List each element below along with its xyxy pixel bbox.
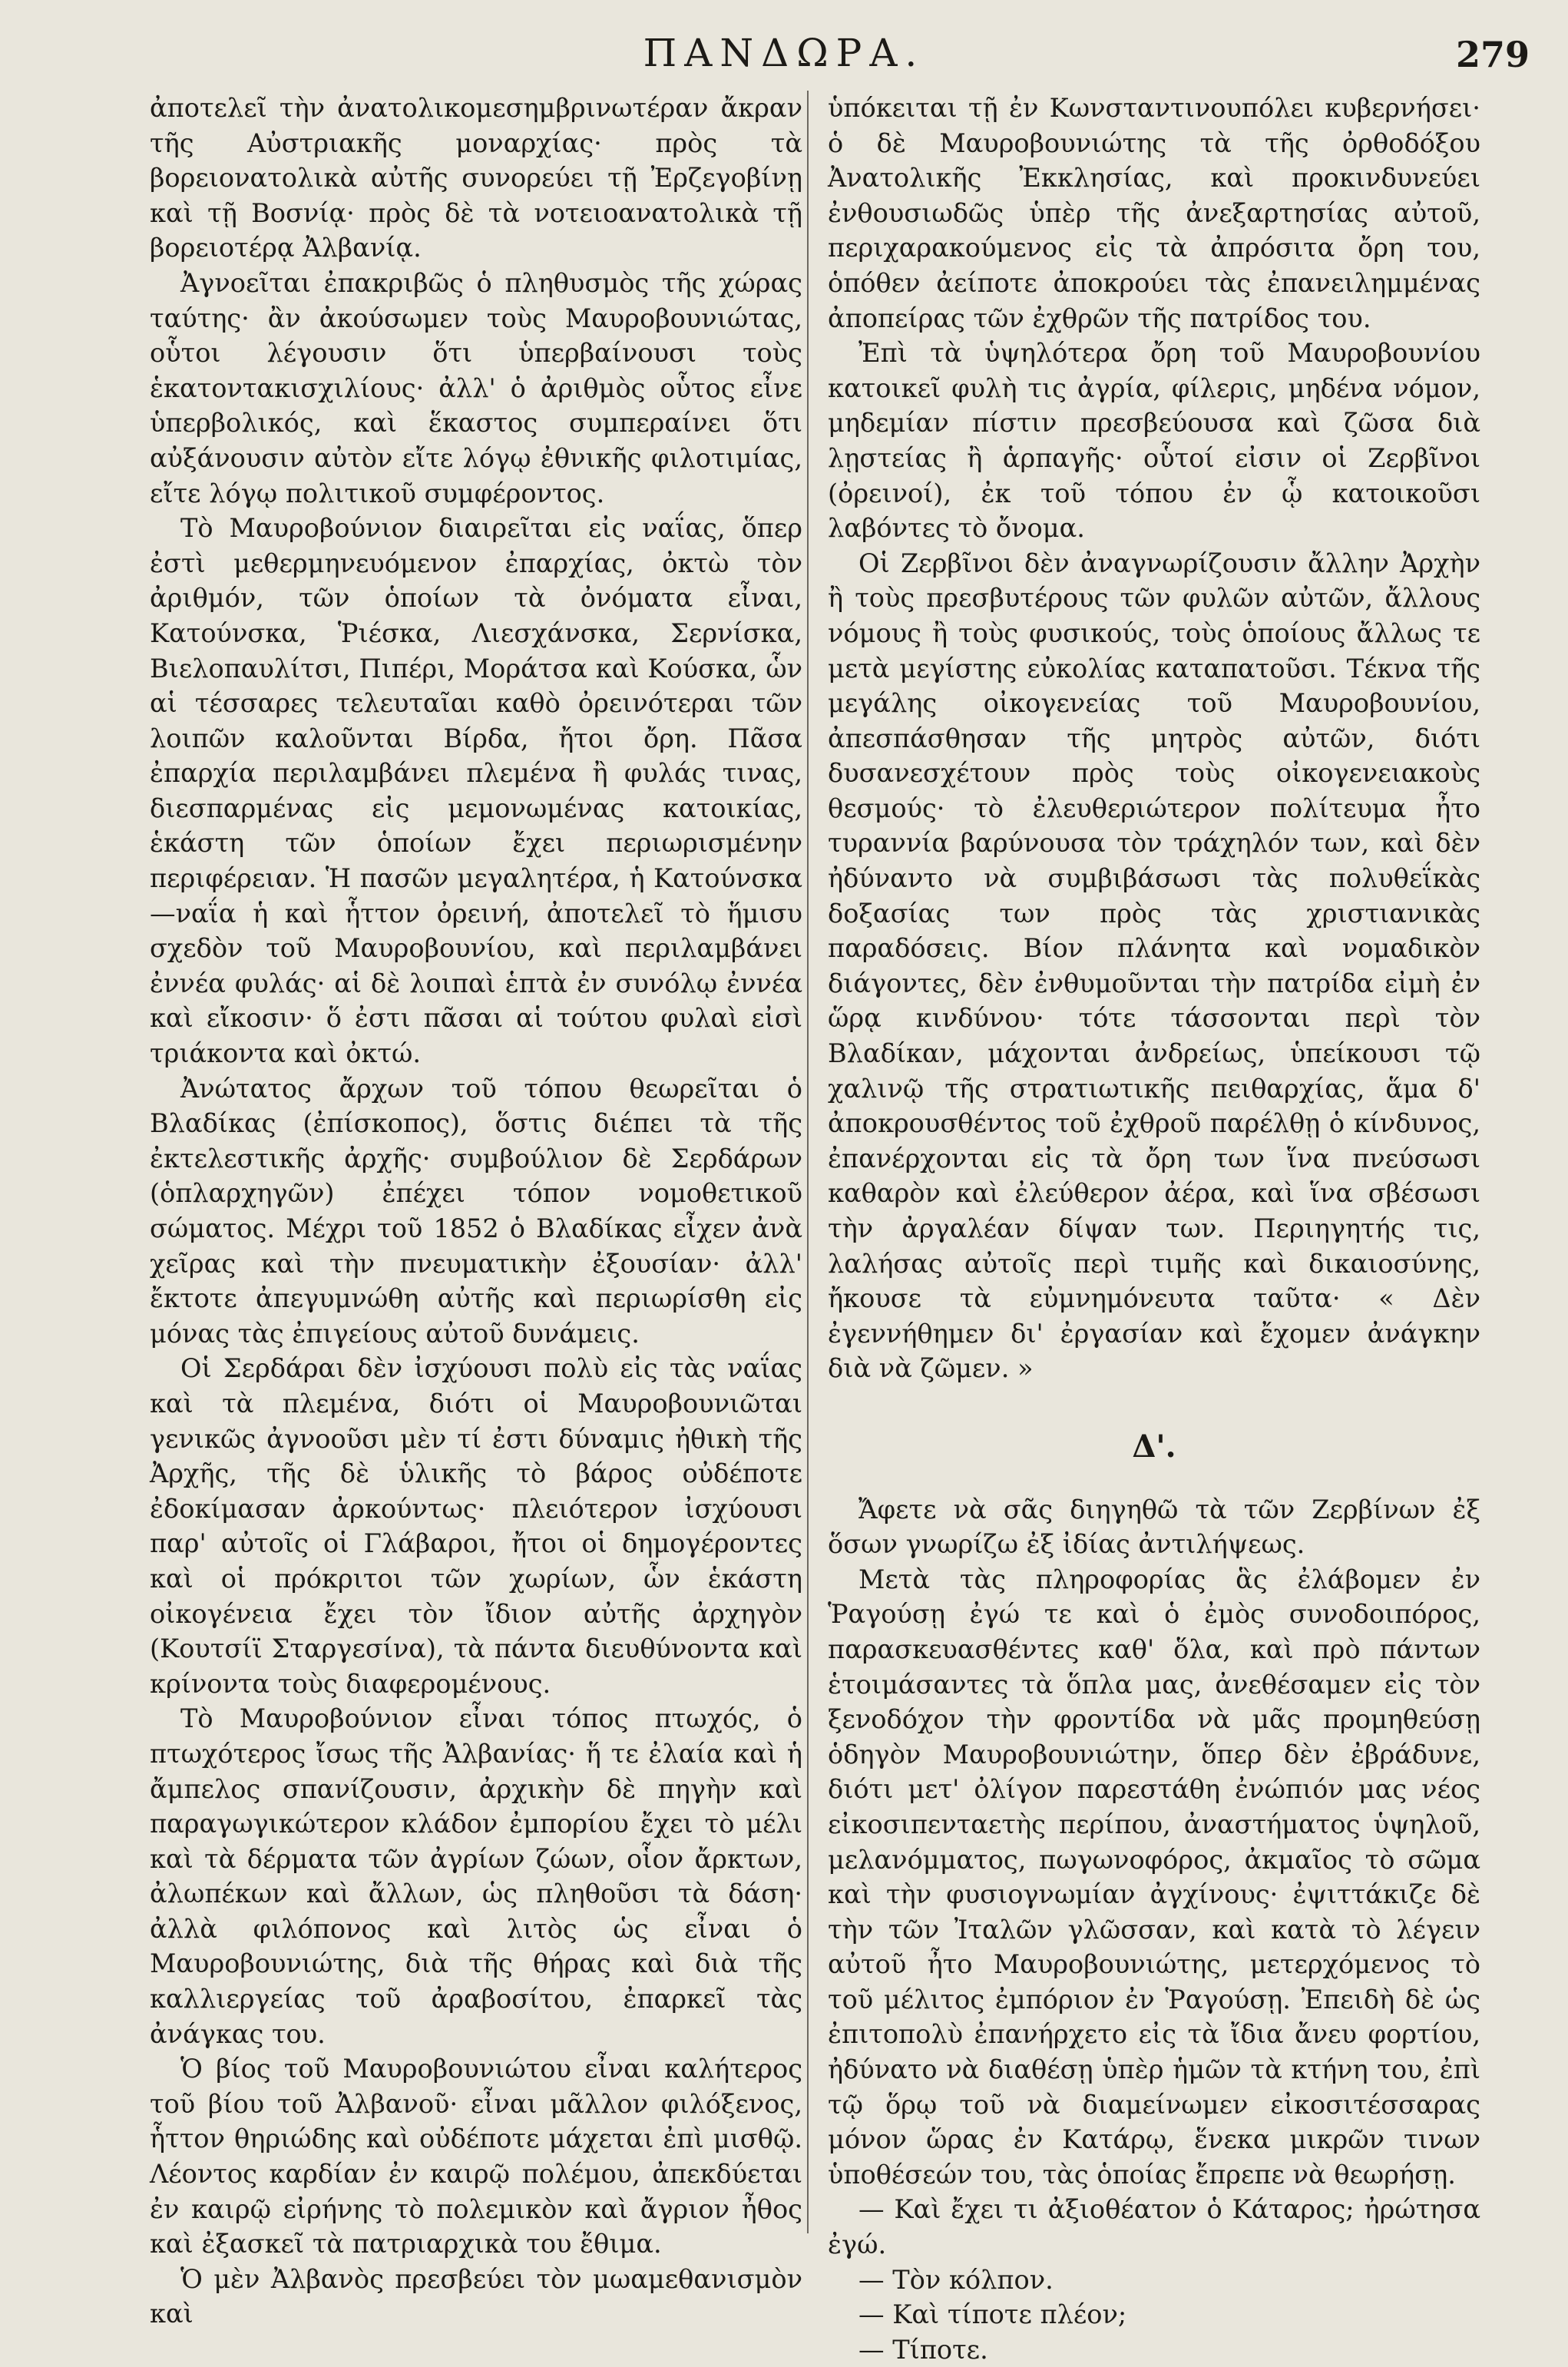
paragraph: ὑπόκειται τῇ ἐν Κωνσταντινουπόλει κυβερνήσει· ὁ δὲ Μαυροβουνιώτης τὰ τῆς ὀρθοδόξου Ἀνατολικῆς Ἐκκλησίας, καὶ προκινδυνεύει ἐνθουσιωδῶς ὑπὲρ τῆς ἀνεξαρτησίας αὐτοῦ, περιχαρακούμενος εἰς τὰ ἀπρόσιτα ὄρη του, ὁπόθεν ἀείποτε ἀποκρούει τὰς ἐπανειλημμένας ἀποπείρας τῶν ἐχθρῶν τῆς πατρίδος του. <box>828 93 1480 333</box>
journal-title: ΠΑΝΔΩΡΑ. <box>643 31 925 75</box>
dialogue-line: — Καὶ τίποτε πλέον; <box>858 2299 1127 2330</box>
page-header <box>0 31 1568 92</box>
dialogue-line: — Καὶ ἔχει τι ἀξιοθέατον ὁ Κάταρος; ἠρώτησα ἐγώ. <box>828 2194 1480 2260</box>
paragraph: Ὁ βίος τοῦ Μαυροβουνιώτου εἶναι καλήτερος τοῦ βίου τοῦ Ἀλβανοῦ· εἶναι μᾶλλον φιλόξενος, ἧττον θηριώδης καὶ οὐδέποτε μάχεται ἐπὶ μισθῷ. Λέοντος καρδίαν ἐν καιρῷ πολέμου, ἀπεκδύεται ἐν καιρῷ εἰρήνης τὸ πολεμικὸν καὶ ἄγριον ἦθος καὶ ἐξασκεῖ τὰ πατριαρχικὰ του ἔθιμα. <box>150 2054 802 2259</box>
dialogue-line: — Τὸν κόλπον. <box>858 2264 1054 2295</box>
paragraph: ἀποτελεῖ τὴν ἀνατολικομεσημβρινωτέραν ἄκραν τῆς Αὐστριακῆς μοναρχίας· πρὸς τὰ βορειονατολικὰ αὐτῆς συνορεύει τῇ Ἐρζεγοβίνῃ καὶ τῇ Βοσνίᾳ· πρὸς δὲ τὰ νοτειοανατολικὰ τῇ βορειοτέρᾳ Ἀλβανίᾳ. <box>150 93 802 263</box>
paragraph: Οἱ Σερδάραι δὲν ἰσχύουσι πολὺ εἰς τὰς ναΐας καὶ τὰ πλεμένα, διότι οἱ Μαυροβουνιῶται γενικῶς ἀγνοοῦσι μὲν τί ἐστι δύναμις ἠθικὴ τῆς Ἀρχῆς, τῆς δὲ ὑλικῆς τὸ βάρος οὐδέποτε ἐδοκίμασαν ἀρκούντως· πλειότερον ἰσχύουσι παρ' αὐτοῖς οἱ Γλάβαροι, ἤτοι οἱ δημογέροντες καὶ οἱ πρόκριτοι τῶν χωρίων, ὧν ἑκάστη οἰκογένεια ἔχει τὸν ἴδιον αὐτῆς ἀρχηγὸν (Κουτσίϊ Σταργεσίνα), τὰ πάντα διευθύνοντα καὶ κρίνοντα τοὺς διαφερομένους. <box>150 1353 802 1699</box>
paragraph: Τὸ Μαυροβούνιον διαιρεῖται εἰς ναΐας, ὅπερ ἐστὶ μεθερμηνευόμενον ἐπαρχίας, ὀκτὼ τὸν ἀριθμόν, τῶν ὁποίων τὰ ὀνόματα εἶναι, Κατούνσκα, Ῥιέσκα, Λιεσχάνσκα, Σερνίσκα, Βιελοπαυλίτσι, Πιπέρι, Μοράτσα καὶ Κούσκα, ὧν αἱ τέσσαρες τελευταῖαι καθὸ ὀρεινότεραι τῶν λοιπῶν καλοῦνται Βίρδα, ἤτοι ὄρη. Πᾶσα ἐπαρχία περιλαμβάνει πλεμένα ἢ φυλάς τινας, διεσπαρμένας εἰς μεμονωμένας κατοικίας, ἑκάστη τῶν ὁποίων ἔχει περιωρισμένην περιφέρειαν. Ἡ πασῶν μεγαλητέρα, ἡ Κατούνσκα—ναΐα ἡ καὶ ἧττον ὀρεινή, ἀποτελεῖ τὸ ἥμισυ σχεδὸν τοῦ Μαυροβουνίου, καὶ περιλαμβάνει ἐννέα φυλάς· αἱ δὲ λοιπαὶ ἑπτὰ ἐν συνόλῳ ἐννέα καὶ εἴκοσιν· ὅ ἐστι πᾶσαι αἱ τούτου φυλαὶ εἰσὶ τριάκοντα καὶ ὀκτώ. <box>150 513 802 1069</box>
paragraph: Ἀγνοεῖται ἐπακριβῶς ὁ πληθυσμὸς τῆς χώρας ταύτης· ἂν ἀκούσωμεν τοὺς Μαυροβουνιώτας, οὗτοι λέγουσιν ὅτι ὑπερβαίνουσι τοὺς ἑκατοντακισχιλίους· ἀλλ' ὁ ἀριθμὸς οὗτος εἶνε ὑπερβολικός, καὶ ἕκαστος συμπεραίνει ὅτι αὐξάνουσιν αὐτὸν εἴτε λόγῳ ἐθνικῆς φιλοτιμίας, εἴτε λόγῳ πολιτικοῦ συμφέροντος. <box>150 267 802 508</box>
paragraph: Οἱ Ζερβῖνοι δὲν ἀναγνωρίζουσιν ἄλλην Ἀρχὴν ἢ τοὺς πρεσβυτέρους τῶν φυλῶν αὐτῶν, ἄλλους νόμους ἢ τοὺς φυσικούς, τοὺς ὁποίους ἄλλως τε μετὰ μεγίστης εὐκολίας καταπατοῦσι. Τέκνα τῆς μεγάλης οἰκογενείας τοῦ Μαυροβουνίου, ἀπεσπάσθησαν τῆς μητρὸς αὐτῶν, διότι δυσανεσχέτουν πρὸς τοὺς οἰκογενειακοὺς θεσμούς· τὸ ἐλευθεριώτερον πολίτευμα ἦτο τυραννία βαρύνουσα τὸν τράχηλόν των, καὶ δὲν ἠδύναντο νὰ συμβιβάσωσι τὰς πολυθεΐκὰς δοξασίας των πρὸς τὰς χριστιανικὰς παραδόσεις. Βίον πλάνητα καὶ νομαδικὸν διάγοντες, δὲν ἐνθυμοῦνται τὴν πατρίδα εἰμὴ ἐν ὥρᾳ κινδύνου· τότε τάσσονται περὶ τὸν Βλαδίκαν, μάχονται ἀνδρείως, ὑπείκουσι τῷ χαλινῷ τῆς στρατιωτικῆς πειθαρχίας, ἅμα δ' ἀποκρουσθέντος τοῦ ἐχθροῦ παρέλθῃ ὁ κίνδυνος, ἐπανέρχονται εἰς τὰ ὄρη των ἵνα πνεύσωσι καθαρὸν καὶ ἐλεύθερον ἀέρα, καὶ ἵνα σβέσωσι τὴν ἀργαλέαν δίψαν των. Περιηγητής τις, λαλήσας αὐτοῖς περὶ τιμῆς καὶ δικαιοσύνης, ἤκουσε τὰ εὐμνημόνευτα ταῦτα· « Δὲν ἐγεννήθημεν δι' ἐργασίαν καὶ ἔχομεν ἀνάγκην διὰ νὰ ζῶμεν. » <box>828 548 1480 1384</box>
paragraph: Ἄφετε νὰ σᾶς διηγηθῶ τὰ τῶν Ζερβίνων ἐξ ὅσων γνωρίζω ἐξ ἰδίας ἀντιλήψεως. <box>828 1494 1480 1560</box>
left-column <box>150 91 802 2332</box>
column-divider <box>807 91 809 2233</box>
dialogue-line: — Τίποτε. <box>858 2334 988 2365</box>
paragraph: Ὁ μὲν Ἀλβανὸς πρεσβεύει τὸν μωαμεθανισμὸν καὶ <box>150 2263 802 2329</box>
right-column <box>828 91 1480 2367</box>
paragraph: Ἐπὶ τὰ ὑψηλότερα ὄρη τοῦ Μαυροβουνίου κατοικεῖ φυλὴ τις ἀγρία, φίλερις, μηδένα νόμον, μηδεμίαν πίστιν πρεσβεύουσα καὶ ζῶσα διὰ λῃστείας ἢ ἁρπαγῆς· οὗτοί εἰσιν οἱ Ζερβῖνοι (ὀρεινοί), ἐκ τοῦ τόπου ἐν ᾧ κατοικοῦσι λαβόντες τὸ ὄνομα. <box>828 338 1480 544</box>
paragraph: Τὸ Μαυροβούνιον εἶναι τόπος πτωχός, ὁ πτωχότερος ἴσως τῆς Ἀλβανίας· ἥ τε ἐλαία καὶ ἡ ἄμπελος σπανίζουσιν, ἀρχικὴν δὲ πηγὴν καὶ παραγωγικώτερον κλάδον ἐμπορίου ἔχει τὸ μέλι καὶ τὰ δέρματα τῶν ἀγρίων ζώων, οἷον ἄρκτων, ἀλωπέκων καὶ ἄλλων, ὡς πληθοῦσι τὰ δάση· ἀλλὰ φιλόπονος καὶ λιτὸς ὡς εἶναι ὁ Μαυροβουνιώτης, διὰ τῆς θήρας καὶ διὰ τῆς καλλιεργείας τοῦ ἀραβοσίτου, ἐπαρκεῖ τὰς ἀνάγκας του. <box>150 1703 802 2049</box>
paragraph: Μετὰ τὰς πληροφορίας ἃς ἐλάβομεν ἐν Ῥαγούσῃ ἐγώ τε καὶ ὁ ἐμὸς συνοδοιπόρος, παρασκευασθέντες καθ' ὅλα, καὶ πρὸ πάντων ἑτοιμάσαντες τὰ ὅπλα μας, ἀνεθέσαμεν εἰς τὸν ξενοδόχον τὴν φροντίδα νὰ μᾶς προμηθεύσῃ ὁδηγὸν Μαυροβουνιώτην, ὅπερ δὲν ἐβράδυνε, διότι μετ' ὀλίγον παρεστάθη ἐνώπιόν μας νέος εἰκοσιπενταετὴς περίπου, ἀναστήματος ὑψηλοῦ, μελανόμματος, πωγωνοφόρος, ἀκμαῖος τὸ σῶμα καὶ τὴν φυσιογνωμίαν ἀγχίνους· ἐψιττάκιζε δὲ τὴν τῶν Ἰταλῶν γλῶσσαν, καὶ κατὰ τὸ λέγειν αὐτοῦ ἦτο Μαυροβουνιώτης, μετερχόμενος τὸ τοῦ μέλιτος ἐμπόριον ἐν Ῥαγούσῃ. Ἐπειδὴ δὲ ὡς ἐπιτοπολὺ ἐπανήρχετο εἰς τὰ ἴδια ἄνευ φορτίου, ἠδύνατο νὰ διαθέσῃ ὑπὲρ ἡμῶν τὰ κτήνη του, ἐπὶ τῷ ὅρῳ τοῦ νὰ διαμείνωμεν εἰκοσιτέσσαρας μόνον ὥρας ἐν Κατάρῳ, ἕνεκα μικρῶν τινων ὑποθέσεών του, τὰς ὁποίας ἔπρεπε νὰ θεωρήσῃ. <box>828 1564 1480 2190</box>
paragraph: Ἀνώτατος ἄρχων τοῦ τόπου θεωρεῖται ὁ Βλαδίκας (ἐπίσκοπος), ὅστις διέπει τὰ τῆς ἐκτελεστικῆς ἀρχῆς· συμβούλιον δὲ Σερδάρων (ὁπλαρχηγῶν) ἐπέχει τόπον νομοθετικοῦ σώματος. Μέχρι τοῦ 1852 ὁ Βλαδίκας εἶχεν ἀνὰ χεῖρας καὶ τὴν πνευματικὴν ἐξουσίαν· ἀλλ' ἔκτοτε ἀπεγυμνώθη αὐτῆς καὶ περιωρίσθη εἰς μόνας τὰς ἐπιγείους αὐτοῦ δυνάμεις. <box>150 1073 802 1349</box>
section-heading: Δ'. <box>1132 1428 1176 1465</box>
page-number: 279 <box>1455 34 1530 75</box>
